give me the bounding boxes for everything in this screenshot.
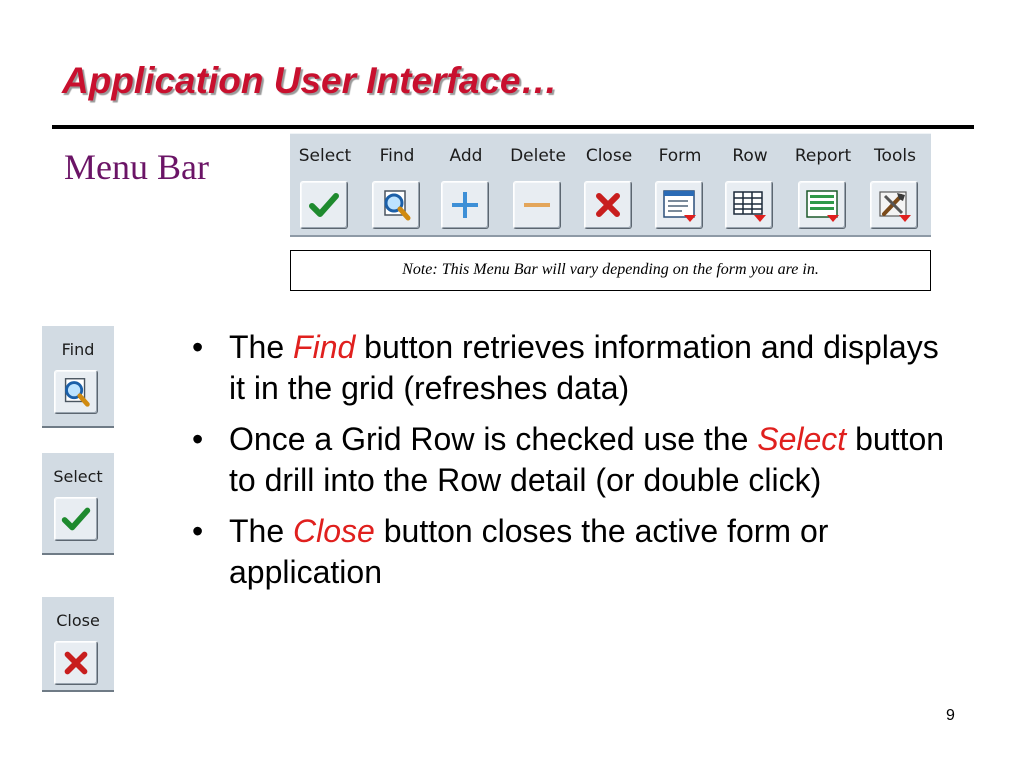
- bullet-emphasis: Select: [757, 421, 847, 457]
- bullet-text: Once a Grid Row is checked use the: [229, 421, 758, 457]
- side-select-button-image: [42, 453, 114, 555]
- toolbar-label: Delete: [510, 146, 566, 166]
- toolbar-item-report: [788, 134, 858, 238]
- toolbar-item-form: [645, 134, 715, 238]
- toolbar-label: Find: [379, 146, 415, 166]
- magnifier-icon: [54, 370, 98, 414]
- toolbar-item-row: [715, 134, 785, 238]
- bullet-text: button closes the active form or application: [229, 513, 829, 590]
- toolbar-label: Select: [298, 146, 352, 166]
- slide-title: Application User Interface…: [62, 60, 558, 101]
- side-button-label: Find: [61, 340, 95, 359]
- plus-icon: [441, 181, 489, 229]
- report-icon: [798, 181, 846, 229]
- toolbar-label: Form: [658, 146, 702, 166]
- side-button-label: Select: [53, 467, 103, 486]
- menu-bar-image: [290, 133, 931, 237]
- slide-subtitle: Menu Bar: [64, 147, 209, 187]
- bullet-item: [192, 419, 952, 501]
- form-icon: [655, 181, 703, 229]
- bullet-emphasis: Find: [293, 329, 356, 365]
- toolbar-label: Tools: [874, 146, 916, 166]
- page-number: 9: [946, 707, 955, 724]
- check-icon: [300, 181, 348, 229]
- toolbar-label: Add: [449, 146, 483, 166]
- magnifier-icon: [372, 181, 420, 229]
- tools-icon: [870, 181, 918, 229]
- close-x-icon: [54, 641, 98, 685]
- toolbar-item-delete: [503, 134, 573, 238]
- bullet-text: The: [229, 329, 294, 365]
- toolbar-label: Close: [585, 146, 633, 166]
- bullet-text: button to drill into the Row detail (or double click): [229, 421, 945, 498]
- toolbar-item-tools: [860, 134, 930, 238]
- close-x-icon: [584, 181, 632, 229]
- toolbar-item-close: [574, 134, 644, 238]
- side-button-label: Close: [56, 611, 100, 630]
- toolbar-item-add: [431, 134, 501, 238]
- bullet-text: The: [229, 513, 294, 549]
- title-divider: [52, 125, 974, 129]
- bullet-list: [192, 327, 952, 603]
- toolbar-label: Row: [732, 146, 768, 166]
- bullet-item: [192, 511, 952, 593]
- toolbar-item-select: [290, 134, 360, 238]
- bullet-emphasis: Close: [293, 513, 375, 549]
- bullet-text: button retrieves information and displays it in the grid (refreshes data): [229, 329, 939, 406]
- minus-icon: [513, 181, 561, 229]
- toolbar-label: Report: [794, 146, 852, 166]
- check-icon: [54, 497, 98, 541]
- side-find-button-image: [42, 326, 114, 428]
- side-close-button-image: [42, 597, 114, 692]
- row-grid-icon: [725, 181, 773, 229]
- menu-bar-note: Note: This Menu Bar will vary depending on the form you are in.: [290, 250, 931, 291]
- bullet-item: [192, 327, 952, 409]
- toolbar-item-find: [362, 134, 432, 238]
